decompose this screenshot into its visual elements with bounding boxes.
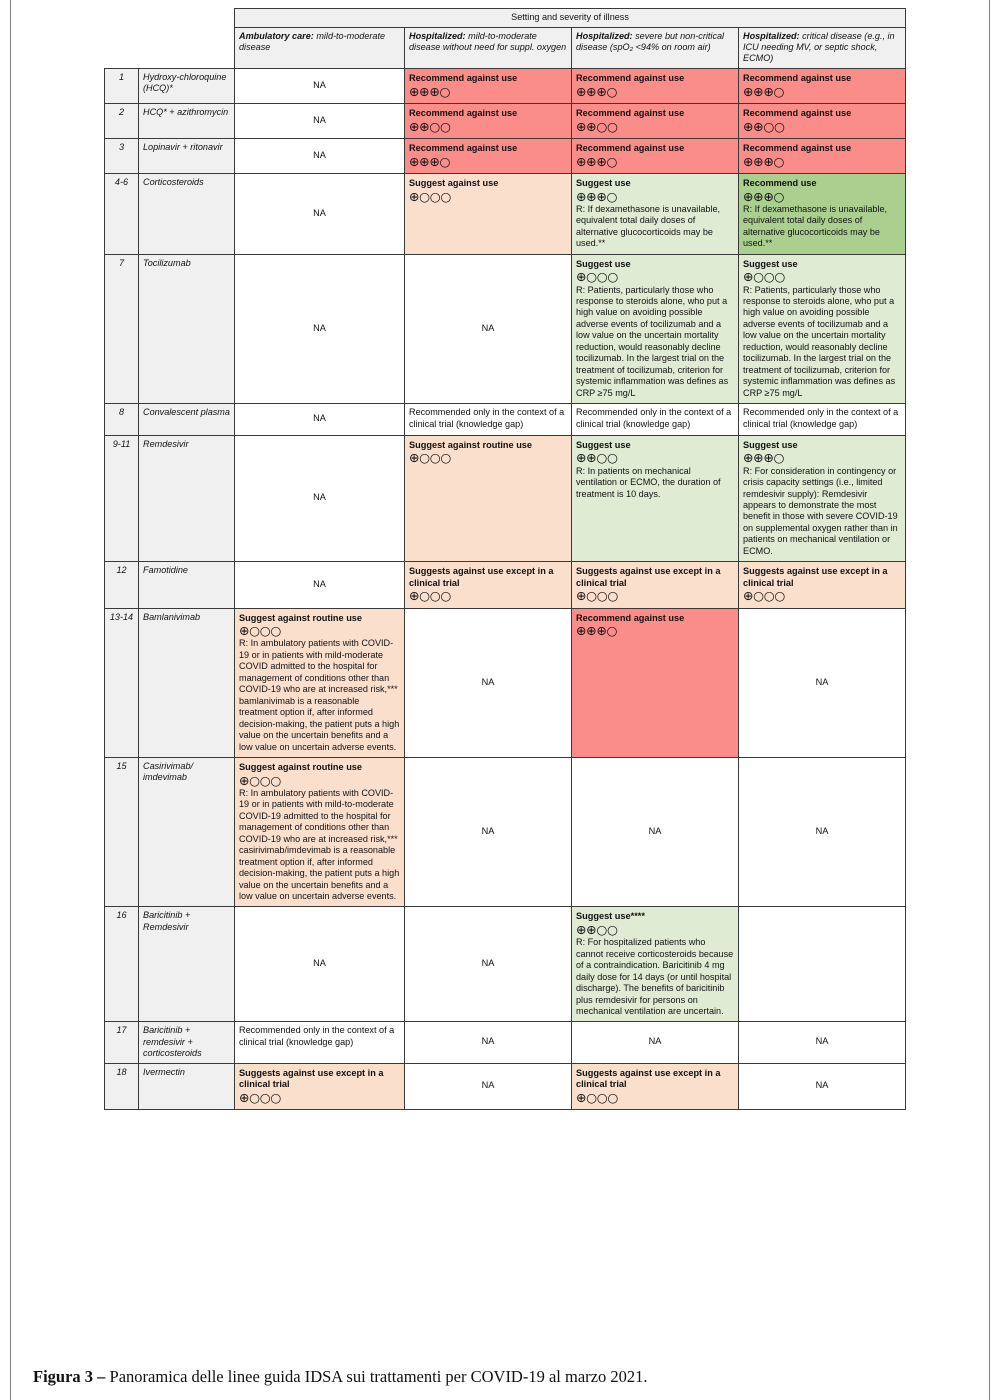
certainty-of-evidence-circles: ⊕○○○ [409,450,451,466]
recommendation-cell [739,104,906,139]
recommendation-title: Suggest use [743,439,798,450]
recommendation-cell-na: NA [235,254,405,403]
column-header-2 [405,28,572,69]
recommendation-title: Suggest against use [409,178,499,188]
recommendation-title: Recommend against use [409,143,518,154]
recommendation-title: Recommend against use [576,612,685,623]
certainty-of-evidence-circles: ⊕⊕○○ [576,921,618,937]
row-number: 4-6 [105,174,139,255]
header-row-columns [105,28,906,69]
recommendation-title: Suggests against use except in a clinical trial [576,566,721,588]
recommendation-cell-na: NA [739,1022,906,1063]
recommendation-text: Recommended only in the context of a clinical trial (knowledge gap) [576,407,732,429]
certainty-of-evidence-circles: ⊕⊕⊕○ [576,83,618,99]
certainty-of-evidence-circles: ⊕○○○ [409,188,451,204]
table-row [105,435,906,562]
recommendation-cell [739,139,906,174]
recommendation-title: Recommend against use [576,73,685,84]
certainty-of-evidence-circles: ⊕⊕○○ [576,450,618,466]
recommendation-title: Recommend against use [743,73,852,84]
recommendation-text: Recommended only in the context of a clinical trial (knowledge gap) [239,1025,395,1048]
recommendation-title: Suggest use**** [576,911,645,922]
row-number: 7 [105,254,139,403]
recommendation-cell [572,1063,739,1109]
recommendation-cell-na: NA [235,174,405,255]
figure-caption-label: Figura 3 – [33,1367,110,1386]
drug-name: Famotidine [139,562,235,608]
table-row [105,104,906,139]
figure-caption-text: Panoramica delle linee guida IDSA sui trattamenti per COVID-19 al marzo 2021. [109,1367,648,1386]
recommendation-title: Suggests against use except in a clinical trial [743,566,888,588]
recommendation-cell [235,1022,405,1063]
table-row [105,69,906,104]
column-header-4 [739,28,906,69]
recommendation-title: Recommend against use [743,108,852,119]
table-row [105,562,906,608]
row-number: 13-14 [105,608,139,757]
certainty-of-evidence-circles: ⊕⊕⊕○ [743,188,785,204]
recommendation-remark: R: In patients on mechanical ventilation or ECMO, the duration of treatment is 10 days. [576,465,721,499]
recommendation-remark: R: If dexamethasone is unavailable, equivalent total daily doses of alternative glucocorticoids may be used.** [576,203,721,249]
recommendation-cell [739,404,906,436]
recommendation-cell [739,254,906,403]
recommendation-cell-na: NA [235,562,405,608]
recommendation-text: Recommended only in the context of a clinical trial (knowledge gap) [743,407,899,429]
recommendation-cell [572,435,739,562]
recommendation-remark: R: In ambulatory patients with COVID-19 or in patients with mild-moderate COVID admitted to the hospital for management of conditions other than COVID-19 who are at increased risk,*** bamlanivimab is a reasonable treatment option if, after informed decision-making, the patient puts a high value on the uncertain benefits and a low value on uncertain adverse events. [239,638,400,752]
recommendation-cell-na: NA [405,254,572,403]
column-header-description: critical disease (e.g., in ICU needing MV, or septic shock, ECMO) [743,31,895,64]
certainty-of-evidence-circles: ⊕○○○ [576,269,618,285]
recommendation-text: Recommended only in the context of a clinical trial (knowledge gap) [409,407,565,429]
recommendation-title: Suggests against use except in a clinical trial [576,1067,721,1090]
column-header-description: mild-to-moderate disease without need for suppl. oxygen [409,31,567,53]
recommendation-title: Recommend use [743,178,817,188]
certainty-of-evidence-circles: ⊕⊕○○ [409,118,451,134]
recommendation-cell [739,69,906,104]
recommendation-remark: R: For hospitalized patients who cannot receive corticosteroids because of a contraindication. Baricitinib 4 mg daily dose for 14 days (or until hospital discharge). The benefits of baricitinib plus remdesivir for persons on mechanical ventilation are uncertain. [576,937,734,1016]
column-header-setting-label: Hospitalized: [409,31,466,42]
certainty-of-evidence-circles: ⊕⊕⊕○ [576,188,618,204]
recommendation-cell-na: NA [572,758,739,907]
recommendation-title: Recommend against use [409,108,518,119]
drug-name: HCQ* + azithromycin [139,104,235,139]
row-number: 12 [105,562,139,608]
certainty-of-evidence-circles: ⊕○○○ [409,588,451,604]
drug-name: Casirivimab/ imdevimab [139,758,235,907]
recommendation-cell [739,174,906,255]
row-number: 2 [105,104,139,139]
recommendation-cell [572,907,739,1022]
drug-name: Ivermectin [139,1063,235,1109]
table-row [105,1022,906,1063]
recommendation-cell-na: NA [739,608,906,757]
recommendation-cell [572,104,739,139]
certainty-of-evidence-circles: ⊕⊕⊕○ [576,153,618,169]
recommendation-title: Suggest use [576,258,631,269]
recommendation-cell [235,1063,405,1109]
certainty-of-evidence-circles: ⊕⊕⊕○ [743,83,785,99]
table-row [105,254,906,403]
certainty-of-evidence-circles: ⊕⊕⊕○ [576,623,618,639]
recommendation-cell [572,562,739,608]
drug-name: Baricitinib + remdesivir + corticosteroids [139,1022,235,1063]
recommendation-cell [572,254,739,403]
recommendation-cell [235,758,405,907]
drug-name: Lopinavir + ritonavir [139,139,235,174]
row-number: 16 [105,907,139,1022]
recommendation-cell [405,404,572,436]
table-row [105,1063,906,1109]
certainty-of-evidence-circles: ⊕⊕⊕○ [743,153,785,169]
column-header-1 [235,28,405,69]
recommendation-cell-na: NA [235,104,405,139]
figure-caption [33,1366,973,1387]
recommendation-remark: R: For consideration in contingency or crisis capacity settings (i.e., limited remdesivir supply): Remdesivir appears to demonstrate the most benefit in those with severe COVID-19 on supplemental oxygen rather than in patients on mechanical ventilation or ECMO. [743,465,898,556]
recommendation-cell [572,139,739,174]
drug-name: Baricitinib + Remdesivir [139,907,235,1022]
recommendation-cell [572,69,739,104]
row-number: 8 [105,404,139,436]
group-header-setting-severity: Setting and severity of illness [235,9,906,28]
recommendation-cell [405,174,572,255]
certainty-of-evidence-circles: ⊕○○○ [239,623,281,639]
recommendation-cell [405,139,572,174]
recommendation-cell-na: NA [572,1022,739,1063]
recommendation-title: Recommend against use [743,143,852,154]
table-row [105,139,906,174]
drug-name: Remdesivir [139,435,235,562]
recommendation-title: Suggests against use except in a clinical trial [239,1067,384,1090]
drug-name: Convalescent plasma [139,404,235,436]
recommendation-title: Recommend against use [576,108,685,119]
recommendation-title: Suggests against use except in a clinical trial [409,566,554,588]
row-number: 1 [105,69,139,104]
certainty-of-evidence-circles: ⊕⊕○○ [743,118,785,134]
recommendation-title: Suggest use [576,439,631,450]
recommendation-remark: R: Patients, particularly those who response to steroids alone, who put a high value on avoiding possible adverse events of tocilizumab and a low value on the uncertain mortality reduction, would reasonably decline tocilizumab. In the largest trial on the treatment of tocilizumab, criterion for systemic inflammation was defines as CRP ≥75 mg/L [743,284,896,398]
drug-name: Tocilizumab [139,254,235,403]
table-header [105,9,906,69]
idsa-guidelines-table [104,8,906,1110]
recommendation-cell [405,562,572,608]
header-corner-spacer-drug [139,9,235,28]
recommendation-title: Suggest use [743,258,798,269]
certainty-of-evidence-circles: ⊕○○○ [239,772,281,788]
column-header-setting-label: Hospitalized: [743,31,800,42]
recommendation-cell [572,404,739,436]
row-number: 9-11 [105,435,139,562]
column-header-description: mild-to-moderate disease [239,31,386,53]
recommendation-cell-na: NA [235,139,405,174]
recommendation-cell [405,435,572,562]
certainty-of-evidence-circles: ⊕○○○ [576,1089,618,1105]
recommendation-cell-na: NA [405,758,572,907]
drug-name: Corticosteroids [139,174,235,255]
table-row [105,758,906,907]
column-header-setting-label: Hospitalized: [576,31,633,42]
row-number: 18 [105,1063,139,1109]
recommendation-cell-na: NA [235,907,405,1022]
recommendation-cell [405,69,572,104]
recommendation-cell [405,104,572,139]
row-number: 17 [105,1022,139,1063]
certainty-of-evidence-circles: ⊕⊕⊕○ [409,83,451,99]
table-row [105,608,906,757]
certainty-of-evidence-circles: ⊕○○○ [239,1089,281,1105]
recommendation-cell [739,435,906,562]
header-spacer-drug [139,28,235,69]
recommendation-title: Recommend against use [576,143,685,154]
recommendation-remark: R: In ambulatory patients with COVID-19 or in patients with mild-to-moderate COVID-19 admitted to the hospital for management of conditions other than COVID-19 who are at increased risk,*** casirivimab/imdevimab is a reasonable treatment option if, after informed decision-making, the patient puts a high value on the uncertain benefits and a low value on uncertain adverse events. [239,787,400,901]
drug-name: Bamlanivimab [139,608,235,757]
recommendation-cell [572,174,739,255]
recommendation-cell [739,562,906,608]
header-row-group [105,9,906,28]
recommendation-cell [572,608,739,757]
recommendation-cell-na: NA [235,404,405,436]
header-spacer-num [105,28,139,69]
recommendation-title: Suggest against routine use [239,762,363,772]
page-canvas [10,0,990,1400]
drug-name: Hydroxy-chloroquine (HCQ)* [139,69,235,104]
table-row [105,174,906,255]
column-header-setting-label: Ambulatory care: [239,31,314,42]
recommendation-cell-na: NA [235,435,405,562]
recommendation-cell-na: NA [405,907,572,1022]
row-number: 3 [105,139,139,174]
recommendation-cell-na: NA [405,1063,572,1109]
column-header-description: severe but non-critical disease (spO₂ <94% on room air) [576,31,725,53]
row-number: 15 [105,758,139,907]
recommendation-title: Suggest against routine use [409,439,533,450]
certainty-of-evidence-circles: ⊕○○○ [743,588,785,604]
idsa-guidelines-table-wrapper [104,8,905,1110]
recommendation-title: Suggest use [576,178,631,188]
recommendation-title: Suggest against routine use [239,612,363,623]
recommendation-cell-empty [739,907,906,1022]
column-header-3 [572,28,739,69]
header-corner-spacer-num [105,9,139,28]
certainty-of-evidence-circles: ⊕⊕○○ [576,118,618,134]
certainty-of-evidence-circles: ⊕⊕⊕○ [409,153,451,169]
certainty-of-evidence-circles: ⊕○○○ [576,588,618,604]
table-row [105,907,906,1022]
certainty-of-evidence-circles: ⊕○○○ [743,269,785,285]
recommendation-remark: R: Patients, particularly those who response to steroids alone, who put a high value on avoiding possible adverse events of tocilizumab and a low value on the uncertain mortality reduction, would reasonably decline tocilizumab. In the largest trial on the treatment of tocilizumab, criterion for systemic inflammation was defines as CRP ≥75 mg/L [576,284,729,398]
table-body [105,69,906,1110]
recommendation-cell-na: NA [405,1022,572,1063]
recommendation-cell-na: NA [235,69,405,104]
recommendation-cell-na: NA [739,1063,906,1109]
recommendation-cell-na: NA [405,608,572,757]
recommendation-cell-na: NA [739,758,906,907]
recommendation-cell [235,608,405,757]
recommendation-title: Recommend against use [409,73,518,84]
recommendation-remark: R: If dexamethasone is unavailable, equivalent total daily doses of alternative glucocorticoids may be used.** [743,203,888,249]
table-row [105,404,906,436]
certainty-of-evidence-circles: ⊕⊕⊕○ [743,450,785,466]
